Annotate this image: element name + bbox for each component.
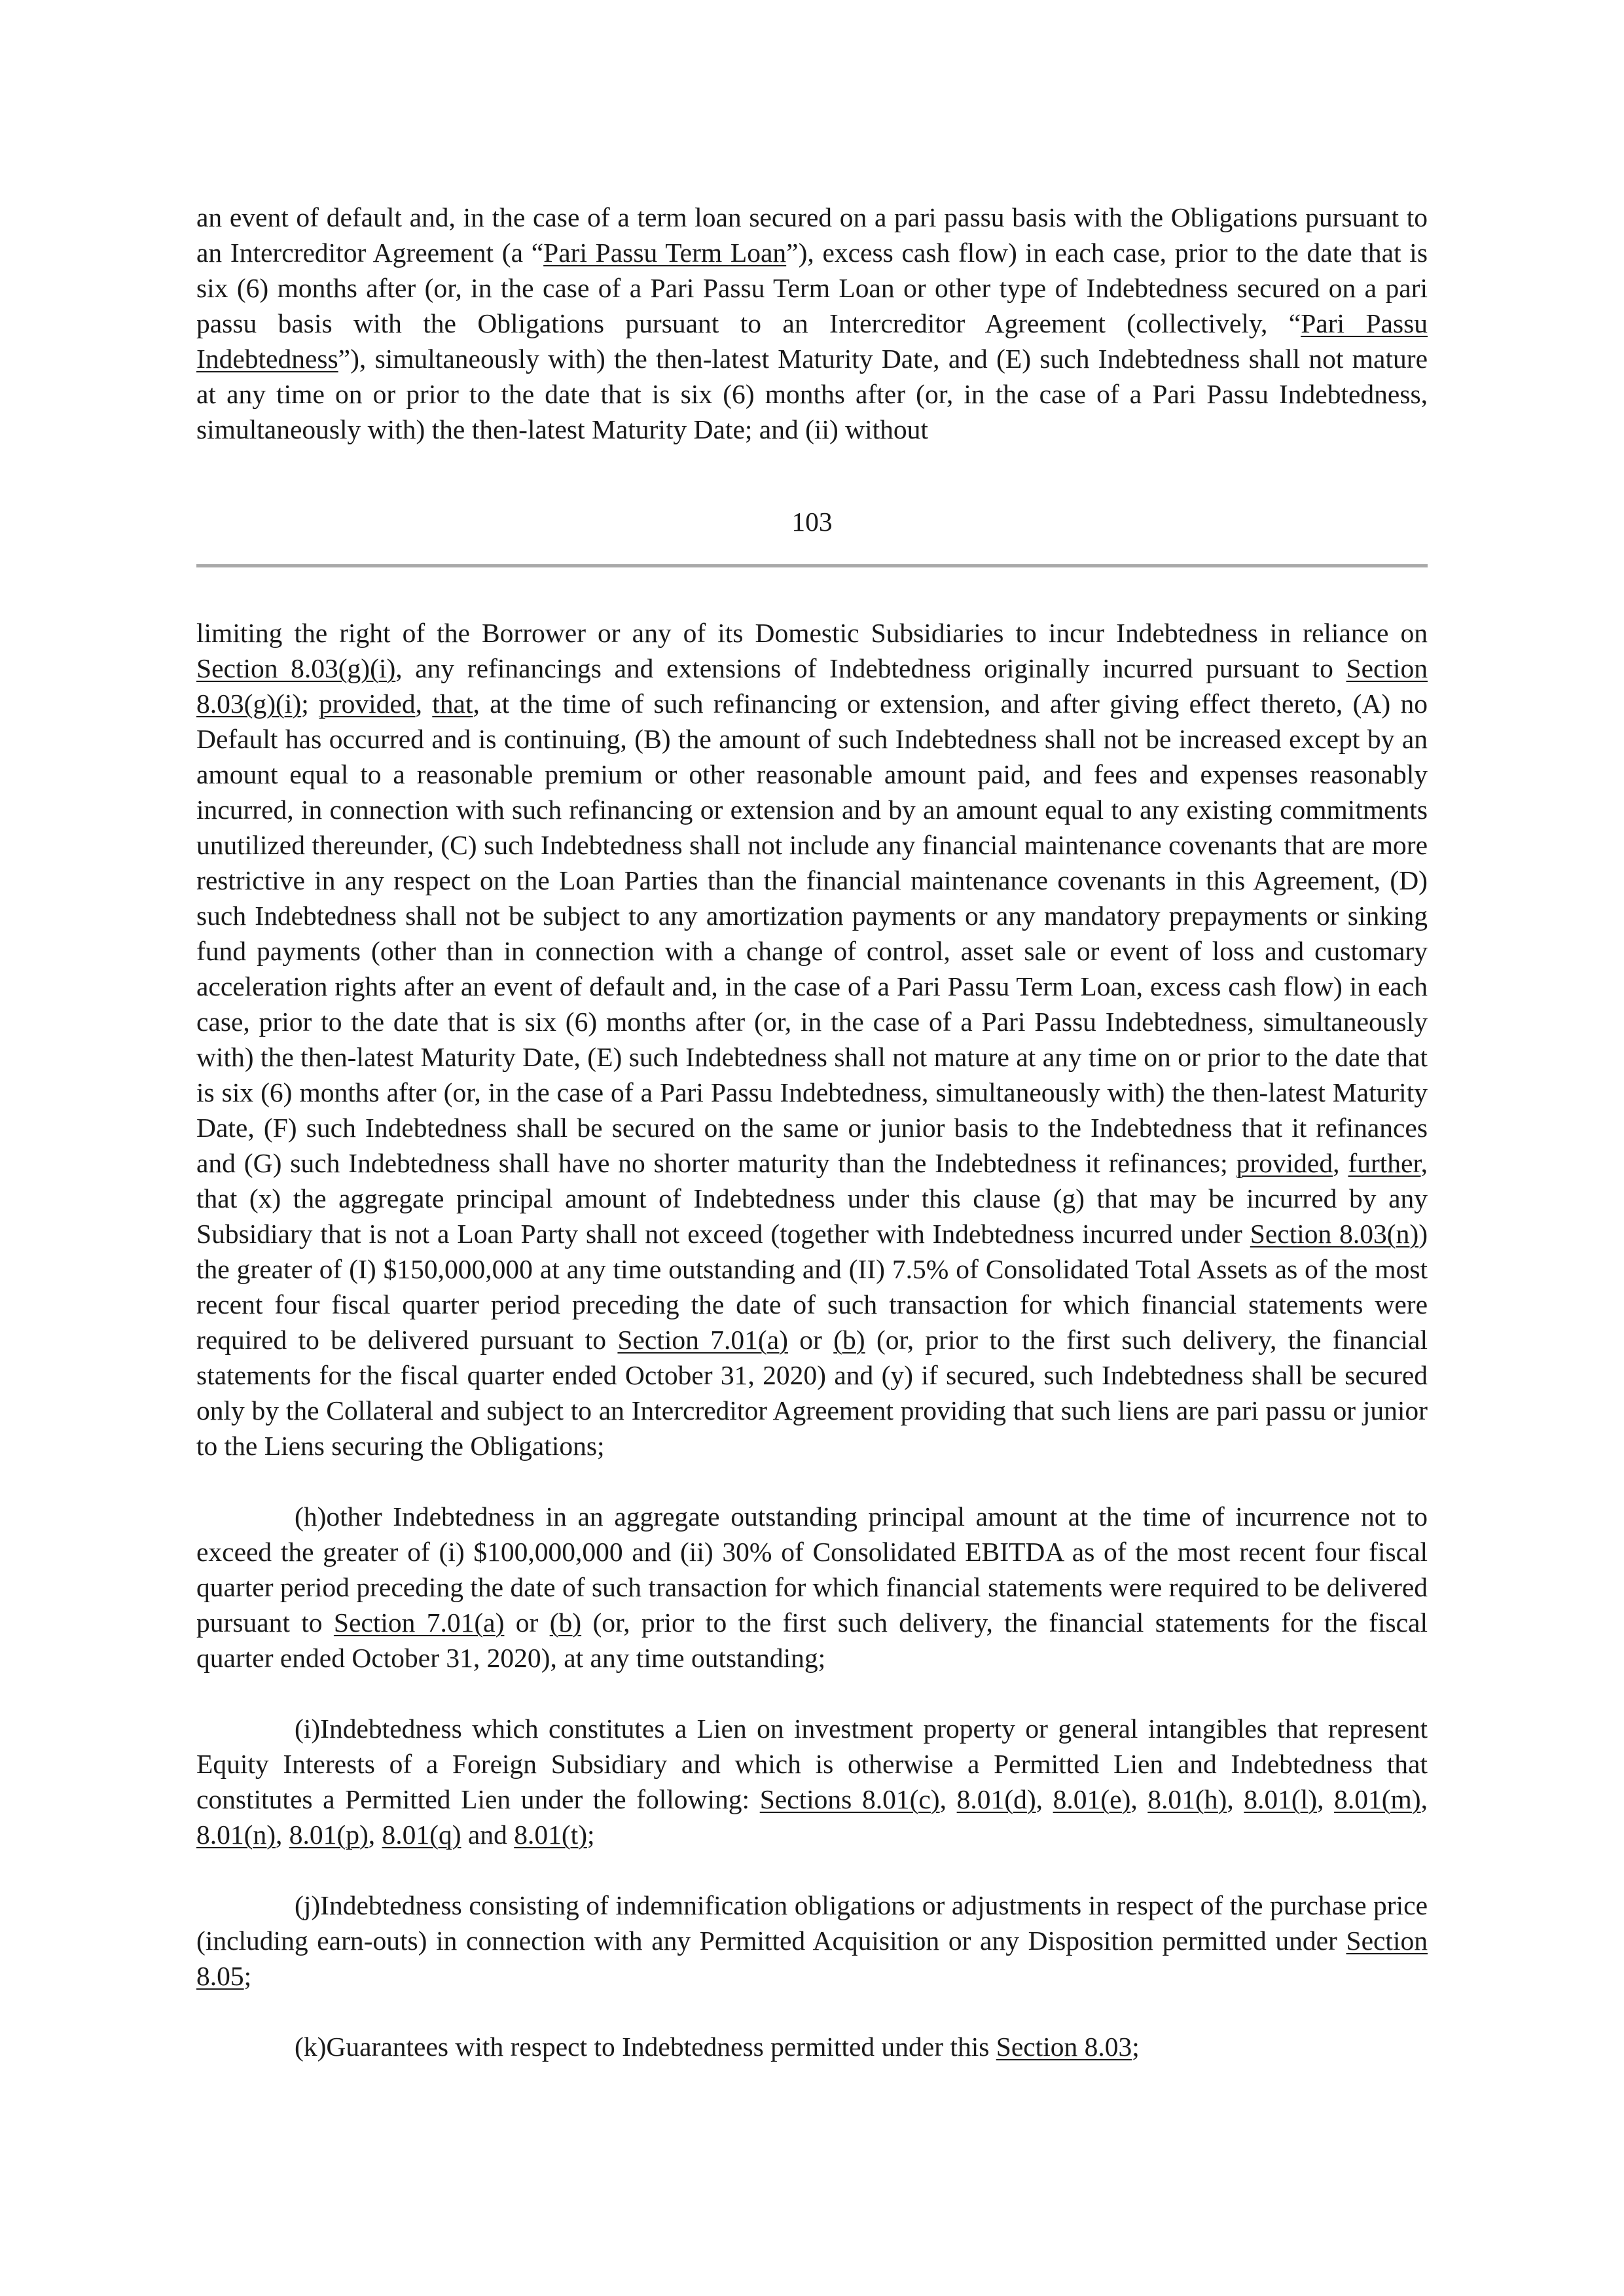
cross-reference-link: Pari Passu Indebtedness [196, 308, 1428, 374]
cross-reference-link: further [1348, 1148, 1421, 1178]
current-page-section [196, 615, 1428, 2064]
cross-reference-link: 8.01(d) [956, 1784, 1036, 1814]
cross-reference-link: (b) [549, 1607, 582, 1638]
cross-reference-link: 8.01(l) [1244, 1784, 1318, 1814]
cross-reference-link: Section 7.01(a) [617, 1325, 788, 1355]
paragraph-i: (i)Indebtedness which constitutes a Lien on investment property or general intangibles that represent Equity Interests of a Foreign Subsidiary and which is otherwise a Permitted Lien and Indebtedness that constitutes a Permitted Lien under the following: Sections 8.01(c), 8.01(d), 8.01(e), 8.01(h), 8.01(l), 8.01(m), 8.01(n), 8.01(p), 8.01(q) and 8.01(t); [196, 1713, 1428, 1850]
cross-reference-link: Section 8.03 [996, 2032, 1132, 2062]
cross-reference-link: Section 8.03(g)(i) [196, 653, 1428, 719]
paragraph-h: (h)other Indebtedness in an aggregate outstanding principal amount at the time of incurrence not to exceed the greater of (i) $100,000,000 and (ii) 30% of Consolidated EBITDA as of the most recent four fiscal quarter period preceding the date of such transaction for which financial statements were required to be delivered pursuant to Section 7.01(a) or (b) (or, prior to the first such delivery, the financial statements for the fiscal quarter ended October 31, 2020), at any time outstanding; [196, 1501, 1428, 1673]
cross-reference-link: provided [319, 689, 416, 719]
cross-reference-link: 8.01(e) [1053, 1784, 1131, 1814]
paragraph-j: (j)Indebtedness consisting of indemnification obligations or adjustments in respect of the purchase price (including earn-outs) in connection with any Permitted Acquisition or any Disposition permitted under Section 8.05; [196, 1890, 1428, 1991]
cross-reference-link: Section 8.03(g)(i) [196, 653, 396, 683]
cross-reference-link: Section 7.01(a) [333, 1607, 505, 1638]
cross-reference-link: Section 8.05 [196, 1926, 1428, 1991]
cross-reference-link: 8.01(t) [514, 1820, 588, 1850]
cross-reference-link: 8.01(p) [289, 1820, 369, 1850]
paragraph-g-continued: limiting the right of the Borrower or any of its Domestic Subsidiaries to incur Indebtedness in reliance on Section 8.03(g)(i), any refinancings and extensions of Indebtedness originally incurred pursuant to Section 8.03(g)(i); provided, that, at the time of such refinancing or extension, and after giving effect thereto, (A) no Default has occurred and is continuing, (B) the amount of such Indebtedness shall not be increased except by an amount equal to a reasonable premium or other reasonable amount paid, and fees and expenses reasonably incurred, in connection with such refinancing or extension and by an amount equal to any existing commitments unutilized thereunder, (C) such Indebtedness shall not include any financial maintenance covenants that are more restrictive in any respect on the Loan Parties than the financial maintenance covenants in this Agreement, (D) such Indebtedness shall not be subject to any amortization payments or any mandatory prepayments or sinking fund payments (other than in connection with a change of control, asset sale or event of loss and customary acceleration rights after an event of default and, in the case of a Pari Passu Term Loan, excess cash flow) in each case, prior to the date that is six (6) months after (or, in the case of a Pari Passu Indebtedness, simultaneously with) the then-latest Maturity Date, (E) such Indebtedness shall not mature at any time on or prior to the date that is six (6) months after (or, in the case of a Pari Passu Indebtedness, simultaneously with) the then-latest Maturity Date, (F) such Indebtedness shall be secured on the same or junior basis to the Indebtedness that it refinances and (G) such Indebtedness shall have no shorter maturity than the Indebtedness it refinances; provided, further, that (x) the aggregate principal amount of Indebtedness under this clause (g) that may be incurred by any Subsidiary that is not a Loan Party shall not exceed (together with Indebtedness incurred under Section 8.03(n)) the greater of (I) $150,000,000 at any time outstanding and (II) 7.5% of Consolidated Total Assets as of the most recent four fiscal quarter period preceding the date of such transaction for which financial statements were required to be delivered pursuant to Section 7.01(a) or (b) (or, prior to the first such delivery, the financial statements for the fiscal quarter ended October 31, 2020) and (y) if secured, such Indebtedness shall be secured only by the Collateral and subject to an Intercreditor Agreement providing that such liens are pari passu or junior to the Liens securing the Obligations; [196, 618, 1428, 1461]
cross-reference-link: 8.01(h) [1147, 1784, 1227, 1814]
cross-reference-link: 8.01(q) [382, 1820, 461, 1850]
cross-reference-link: Pari Passu Term Loan [543, 238, 787, 268]
cross-reference-link: Section 8.03(n) [1250, 1219, 1419, 1249]
paragraph-k: (k)Guarantees with respect to Indebtedness permitted under this Section 8.03; [295, 2032, 1140, 2062]
cross-reference-link: that [432, 689, 473, 719]
page-break-divider [196, 564, 1428, 567]
cross-reference-link: 8.01(m) [1334, 1784, 1421, 1814]
cross-reference-link: (b) [833, 1325, 865, 1355]
cross-reference-link: Sections 8.01(c) [759, 1784, 940, 1814]
continued-paragraph: an event of default and, in the case of a term loan secured on a pari passu basis with the Obligations pursuant to an Intercreditor Agreement (a “Pari Passu Term Loan”), excess cash flow) in each case, prior to the date that is six (6) months after (or, in the case of a Pari Passu Term Loan or other type of Indebtedness secured on a pari passu basis with the Obligations pursuant to an Intercreditor Agreement (collectively, “Pari Passu Indebtedness”), simultaneously with) the then-latest Maturity Date, and (E) such Indebtedness shall not mature at any time on or prior to the date that is six (6) months after (or, in the case of a Pari Passu Indebtedness, simultaneously with) the then-latest Maturity Date; and (ii) without [196, 202, 1428, 444]
cross-reference-link: provided [1236, 1148, 1333, 1178]
page-number: 103 [791, 507, 833, 537]
previous-page-section [196, 200, 1428, 447]
cross-reference-link: 8.01(n) [196, 1820, 276, 1850]
